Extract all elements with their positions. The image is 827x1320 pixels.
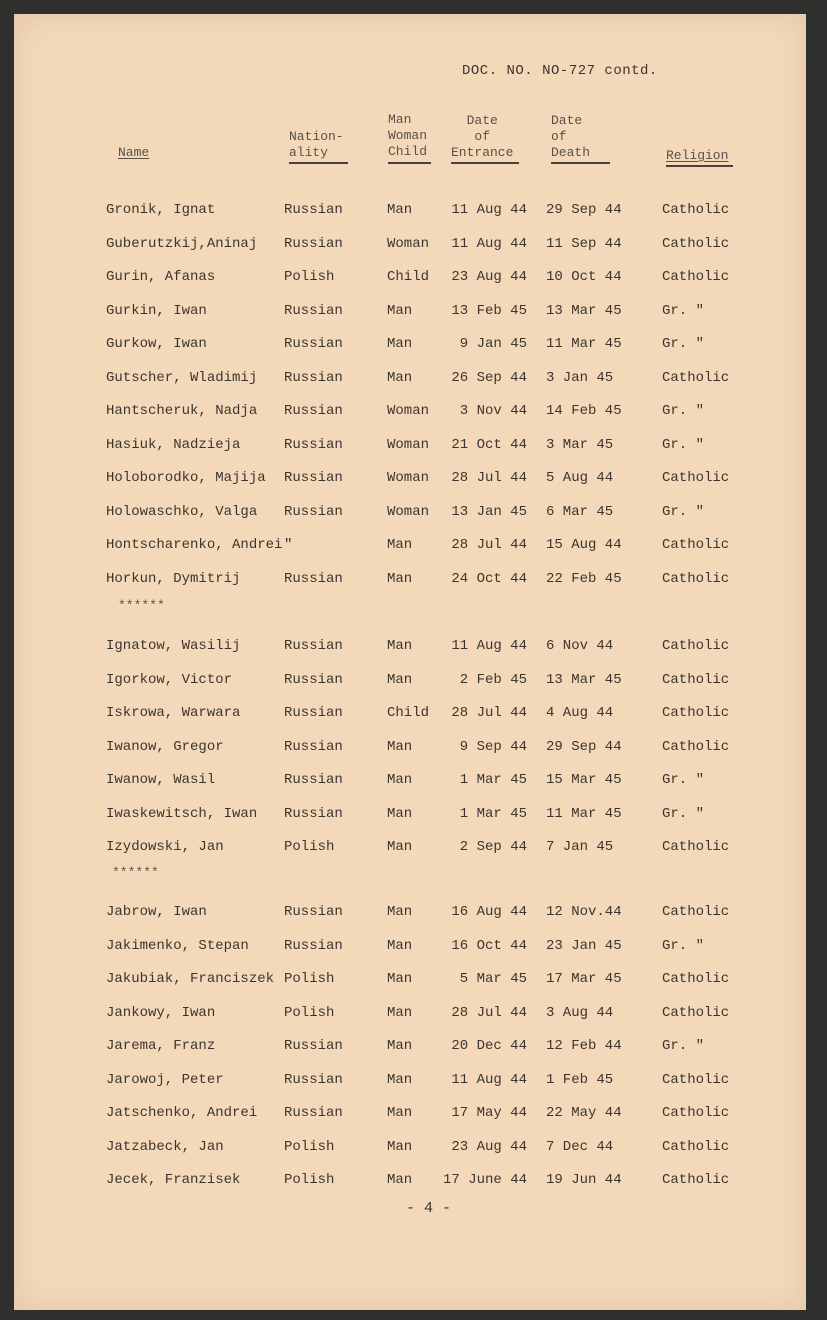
header-rule-nationality <box>289 162 348 164</box>
cell-name: Jakimenko, Stepan <box>106 937 249 954</box>
cell-sex: Man <box>387 805 413 822</box>
cell-death: 14 Feb 45 <box>546 403 622 419</box>
table-row <box>14 470 806 490</box>
header-death <box>551 113 590 161</box>
cell-death: 12 Nov.44 <box>546 904 622 920</box>
cell-death: 22 May 44 <box>546 1105 622 1121</box>
cell-death: 13 Mar 45 <box>546 671 622 688</box>
header-name <box>118 145 149 161</box>
cell-sex: Man <box>387 738 413 755</box>
header-rule-entrance <box>451 162 519 164</box>
cell-religion: Catholic <box>662 1172 730 1188</box>
table-row <box>14 672 806 692</box>
header-nationality <box>289 129 344 161</box>
cell-death: 12 Feb 44 <box>546 1038 622 1054</box>
cell-religion: Catholic <box>662 671 730 688</box>
cell-name: Gurkin, Iwan <box>106 302 207 319</box>
cell-entrance: 16 Aug 44 <box>451 904 527 920</box>
table-row <box>14 403 806 423</box>
header-rule-sex <box>388 162 431 164</box>
cell-sex: Man <box>387 971 413 987</box>
cell-entrance: 9 Sep 44 <box>459 738 527 755</box>
table-row <box>14 370 806 390</box>
cell-death: 15 Mar 45 <box>546 772 622 788</box>
cell-name: Jarema, Franz <box>106 1038 216 1054</box>
header-entrance <box>451 113 513 161</box>
table-row <box>14 1038 806 1058</box>
cell-death: 17 Mar 45 <box>546 971 622 987</box>
cell-death: 23 Jan 45 <box>546 937 622 954</box>
header-sex <box>388 112 427 160</box>
cell-sex: Woman <box>387 436 430 453</box>
table-row <box>14 504 806 524</box>
cell-name: Ignatow, Wasilij <box>106 638 241 654</box>
cell-death: 15 Aug 44 <box>546 537 622 553</box>
cell-entrance: 13 Feb 45 <box>451 302 527 319</box>
cell-nationality: Russian <box>284 937 343 954</box>
cell-death: 3 Mar 45 <box>546 436 614 453</box>
cell-death: 22 Feb 45 <box>546 570 622 587</box>
cell-entrance: 5 Mar 45 <box>459 971 527 987</box>
cell-entrance: 28 Jul 44 <box>451 470 527 486</box>
table-row <box>14 638 806 658</box>
cell-nationality: Russian <box>284 403 343 419</box>
cell-entrance: 11 Aug 44 <box>451 1071 527 1088</box>
table-row <box>14 571 806 591</box>
table-row <box>14 806 806 826</box>
cell-name: Guberutzkij,Aninaj <box>106 235 258 252</box>
cell-entrance: 28 Jul 44 <box>451 537 527 553</box>
cell-entrance: 13 Jan 45 <box>451 503 527 520</box>
table-row <box>14 971 806 991</box>
header-sex-line-1: Man <box>388 112 412 127</box>
cell-entrance: 26 Sep 44 <box>451 369 527 386</box>
cell-sex: Man <box>387 671 413 688</box>
cell-name: Jabrow, Iwan <box>106 904 207 920</box>
cell-name: Iwaskewitsch, Iwan <box>106 805 258 822</box>
header-rule-religion <box>666 165 733 167</box>
cell-entrance: 17 June 44 <box>443 1172 528 1188</box>
page-number: - 4 - <box>406 1200 452 1217</box>
cell-sex: Man <box>387 570 413 587</box>
header-entrance-line-1: Date <box>466 113 498 128</box>
header-entrance-line-3: Entrance <box>451 145 514 160</box>
cell-name: Holowaschko, Valga <box>106 503 258 520</box>
cell-sex: Man <box>387 336 413 352</box>
table-row <box>14 236 806 256</box>
cell-entrance: 23 Aug 44 <box>451 269 527 285</box>
cell-sex: Man <box>387 369 413 386</box>
table-row <box>14 938 806 958</box>
cell-death: 10 Oct 44 <box>546 269 622 285</box>
cell-sex: Woman <box>387 470 430 486</box>
cell-entrance: 20 Dec 44 <box>451 1038 527 1054</box>
table-row <box>14 202 806 222</box>
cell-religion: Gr. " <box>662 403 705 419</box>
cell-religion: Gr. " <box>662 1038 705 1054</box>
cell-entrance: 28 Jul 44 <box>451 1004 527 1021</box>
cell-nationality: Russian <box>284 638 343 654</box>
cell-sex: Woman <box>387 235 430 252</box>
cell-entrance: 1 Mar 45 <box>459 772 527 788</box>
cell-death: 7 Dec 44 <box>546 1138 614 1155</box>
table-row <box>14 1139 806 1159</box>
table-row <box>14 269 806 289</box>
section-separator: ****** <box>112 865 159 880</box>
cell-sex: Child <box>387 269 430 285</box>
cell-sex: Man <box>387 1004 413 1021</box>
header-death-line-1: Date <box>551 113 583 128</box>
cell-name: Hantscheruk, Nadja <box>106 403 258 419</box>
cell-nationality: Russian <box>284 1038 343 1054</box>
header-nationality-line-1: Nation- <box>289 129 344 144</box>
cell-sex: Man <box>387 202 413 218</box>
cell-religion: Catholic <box>662 202 730 218</box>
table-row <box>14 839 806 859</box>
cell-name: Izydowski, Jan <box>106 839 224 855</box>
cell-entrance: 1 Mar 45 <box>459 805 527 822</box>
cell-name: Iskrowa, Warwara <box>106 705 241 721</box>
cell-religion: Catholic <box>662 1004 730 1021</box>
cell-religion: Catholic <box>662 537 730 553</box>
cell-sex: Man <box>387 638 413 654</box>
cell-religion: Gr. " <box>662 503 705 520</box>
table-row <box>14 904 806 924</box>
cell-name: Iwanow, Wasil <box>106 772 216 788</box>
cell-sex: Man <box>387 904 413 920</box>
cell-entrance: 24 Oct 44 <box>451 570 527 587</box>
cell-nationality: Polish <box>284 1172 335 1188</box>
cell-name: Jecek, Franzisek <box>106 1172 241 1188</box>
header-death-line-2: of <box>551 129 567 144</box>
cell-death: 6 Mar 45 <box>546 503 614 520</box>
table-row <box>14 537 806 557</box>
cell-death: 11 Mar 45 <box>546 805 622 822</box>
cell-religion: Catholic <box>662 369 730 386</box>
cell-sex: Man <box>387 1138 413 1155</box>
header-rule-death <box>551 162 610 164</box>
cell-religion: Catholic <box>662 1138 730 1155</box>
table-row <box>14 1072 806 1092</box>
cell-name: Jatschenko, Andrei <box>106 1105 258 1121</box>
cell-nationality: Russian <box>284 705 343 721</box>
cell-nationality: Russian <box>284 904 343 920</box>
cell-sex: Man <box>387 772 413 788</box>
cell-sex: Man <box>387 1071 413 1088</box>
cell-nationality: Russian <box>284 503 343 520</box>
header-entrance-line-2: of <box>474 129 491 144</box>
cell-name: Hontscharenko, Andrei <box>106 537 283 553</box>
table-row <box>14 772 806 792</box>
table-row <box>14 1105 806 1125</box>
cell-entrance: 2 Sep 44 <box>459 839 527 855</box>
header-religion-label: Religion <box>666 148 729 163</box>
cell-sex: Man <box>387 537 413 553</box>
cell-entrance: 16 Oct 44 <box>451 937 527 954</box>
cell-sex: Child <box>387 705 430 721</box>
cell-nationality: " <box>284 537 293 553</box>
header-death-line-3: Death <box>551 145 591 160</box>
table-row <box>14 705 806 725</box>
cell-death: 19 Jun 44 <box>546 1172 622 1188</box>
cell-religion: Catholic <box>662 705 730 721</box>
document-page <box>14 14 806 1310</box>
cell-entrance: 28 Jul 44 <box>451 705 527 721</box>
table-row <box>14 739 806 759</box>
cell-death: 3 Aug 44 <box>546 1004 614 1021</box>
cell-nationality: Polish <box>284 1138 335 1155</box>
cell-entrance: 3 Nov 44 <box>459 403 527 419</box>
cell-sex: Man <box>387 937 413 954</box>
cell-nationality: Russian <box>284 369 343 386</box>
cell-religion: Gr. " <box>662 772 705 788</box>
cell-nationality: Russian <box>284 235 343 252</box>
cell-religion: Catholic <box>662 269 730 285</box>
cell-name: Jarowoj, Peter <box>106 1071 224 1088</box>
cell-name: Jankowy, Iwan <box>106 1004 216 1021</box>
cell-sex: Man <box>387 1105 413 1121</box>
cell-nationality: Polish <box>284 839 335 855</box>
document-reference: DOC. NO. NO-727 contd. <box>462 63 658 79</box>
cell-nationality: Russian <box>284 772 343 788</box>
cell-nationality: Russian <box>284 470 343 486</box>
cell-entrance: 2 Feb 45 <box>459 671 527 688</box>
header-name-label: Name <box>118 145 150 160</box>
table-row <box>14 336 806 356</box>
cell-nationality: Russian <box>284 302 343 319</box>
cell-nationality: Russian <box>284 1071 343 1088</box>
cell-religion: Catholic <box>662 470 730 486</box>
cell-death: 1 Feb 45 <box>546 1071 614 1088</box>
cell-sex: Man <box>387 1172 413 1188</box>
cell-name: Hasiuk, Nadzieja <box>106 436 241 453</box>
cell-religion: Catholic <box>662 638 730 654</box>
cell-nationality: Polish <box>284 1004 335 1021</box>
cell-religion: Gr. " <box>662 436 705 453</box>
cell-death: 5 Aug 44 <box>546 470 614 486</box>
section-separator: ****** <box>118 598 165 613</box>
cell-name: Jatzabeck, Jan <box>106 1138 224 1155</box>
cell-death: 7 Jan 45 <box>546 839 614 855</box>
cell-religion: Gr. " <box>662 805 705 822</box>
cell-name: Gurin, Afanas <box>106 269 216 285</box>
cell-death: 29 Sep 44 <box>546 202 622 218</box>
cell-religion: Gr. " <box>662 336 705 352</box>
cell-religion: Catholic <box>662 904 730 920</box>
cell-sex: Woman <box>387 403 430 419</box>
cell-nationality: Russian <box>284 1105 343 1121</box>
cell-entrance: 11 Aug 44 <box>451 638 527 654</box>
cell-religion: Catholic <box>662 738 730 755</box>
table-row <box>14 1172 806 1192</box>
cell-nationality: Russian <box>284 436 343 453</box>
cell-death: 4 Aug 44 <box>546 705 614 721</box>
header-nationality-line-2: ality <box>289 145 329 160</box>
cell-death: 6 Nov 44 <box>546 638 614 654</box>
cell-nationality: Russian <box>284 738 343 755</box>
cell-nationality: Russian <box>284 671 343 688</box>
cell-death: 13 Mar 45 <box>546 302 622 319</box>
cell-religion: Gr. " <box>662 937 705 954</box>
cell-religion: Catholic <box>662 235 730 252</box>
cell-name: Gutscher, Wladimij <box>106 369 258 386</box>
cell-nationality: Russian <box>284 202 343 218</box>
cell-sex: Man <box>387 302 413 319</box>
cell-nationality: Polish <box>284 971 335 987</box>
cell-entrance: 21 Oct 44 <box>451 436 527 453</box>
cell-name: Gronik, Ignat <box>106 202 216 218</box>
cell-entrance: 17 May 44 <box>451 1105 527 1121</box>
cell-name: Igorkow, Victor <box>106 671 233 688</box>
cell-sex: Woman <box>387 503 430 520</box>
cell-nationality: Russian <box>284 570 343 587</box>
cell-name: Horkun, Dymitrij <box>106 570 241 587</box>
cell-religion: Catholic <box>662 1105 730 1121</box>
cell-religion: Catholic <box>662 971 730 987</box>
cell-nationality: Russian <box>284 805 343 822</box>
cell-entrance: 11 Aug 44 <box>451 235 527 252</box>
cell-sex: Man <box>387 1038 413 1054</box>
header-sex-line-2: Woman <box>388 128 428 143</box>
table-row <box>14 1005 806 1025</box>
header-sex-line-3: Child <box>388 144 428 159</box>
cell-sex: Man <box>387 839 413 855</box>
cell-death: 11 Mar 45 <box>546 336 622 352</box>
cell-name: Jakubiak, Franciszek <box>106 971 275 987</box>
cell-entrance: 11 Aug 44 <box>451 202 527 218</box>
cell-religion: Catholic <box>662 1071 730 1088</box>
cell-religion: Catholic <box>662 570 730 587</box>
cell-name: Iwanow, Gregor <box>106 738 224 755</box>
table-row <box>14 437 806 457</box>
cell-entrance: 23 Aug 44 <box>451 1138 527 1155</box>
cell-nationality: Polish <box>284 269 335 285</box>
header-religion <box>666 148 728 164</box>
cell-entrance: 9 Jan 45 <box>459 336 527 352</box>
cell-religion: Catholic <box>662 839 730 855</box>
cell-nationality: Russian <box>284 336 343 352</box>
cell-name: Gurkow, Iwan <box>106 336 207 352</box>
cell-death: 11 Sep 44 <box>546 235 622 252</box>
cell-religion: Gr. " <box>662 302 705 319</box>
cell-death: 29 Sep 44 <box>546 738 622 755</box>
table-row <box>14 303 806 323</box>
cell-name: Holoborodko, Majija <box>106 470 266 486</box>
cell-death: 3 Jan 45 <box>546 369 614 386</box>
